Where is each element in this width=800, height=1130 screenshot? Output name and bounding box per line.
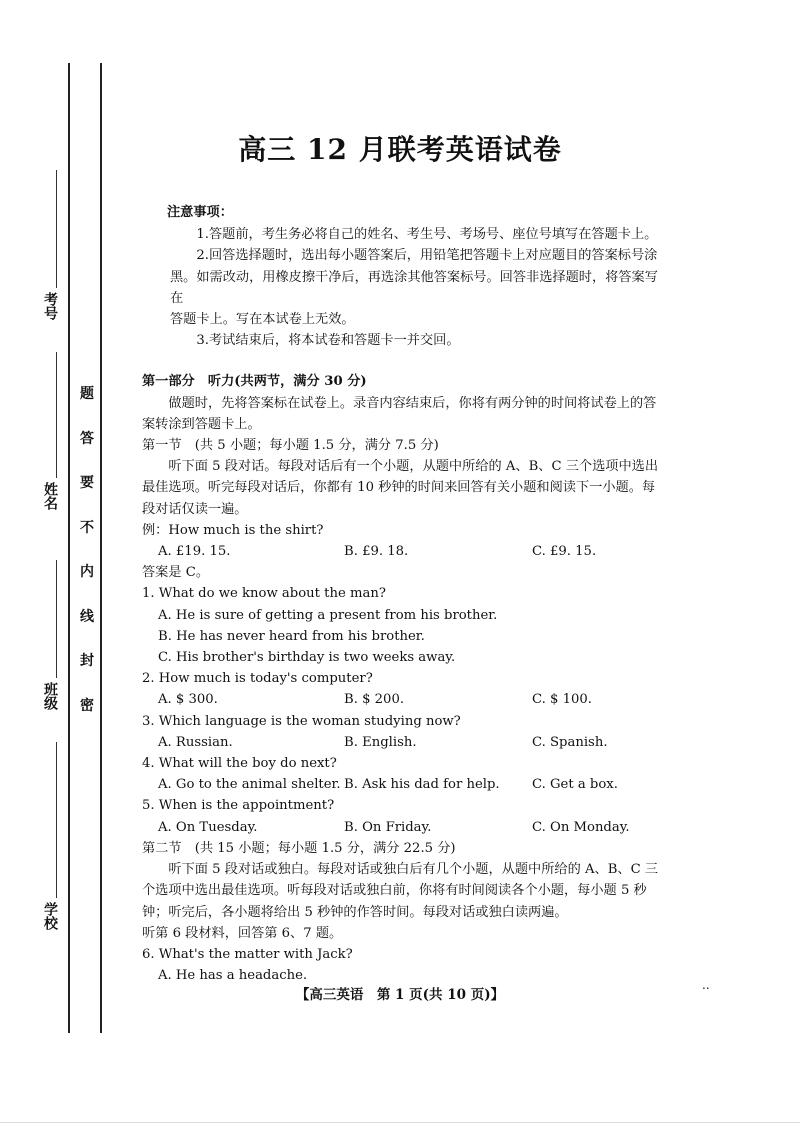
- seal-char: 题: [80, 386, 94, 402]
- section2-instructions: 听下面 5 段对话或独白。每段对话或独白后有几个小题，从题中所给的 A、B、C 三个选项中选出最佳选项。听每段对话或独白前，你将有时间阅读各个小题，每小题 5 秒钟；听完后，各小题将给出 5 秒钟的作答时间。每段对话或独白读两遍。: [142, 862, 659, 920]
- page-footer: 【高三英语 第 1 页(共 10 页)】: [295, 987, 505, 1003]
- question-4-options: [142, 774, 662, 795]
- option-a: A. Go to the animal shelter.: [158, 777, 341, 793]
- side-class-line: [56, 560, 57, 678]
- seal-char: 要: [80, 475, 94, 491]
- section1-heading: 第一节 (共 5 小题；每小题 1.5 分，满分 7.5 分): [142, 438, 439, 454]
- question-2: 2. How much is today's computer?: [142, 671, 373, 687]
- note-line: 1.答题前，考生务必将自己的姓名、考生号、考场号、座位号填写在答题卡上。: [196, 227, 658, 243]
- side-name-label: 姓名: [42, 482, 58, 510]
- note-line: 2.回答选择题时，选出每小题答案后，用铅笔把答题卡上对应题目的答案标号涂: [196, 248, 658, 264]
- note-line: 3.考试结束后，将本试卷和答题卡一并交回。: [196, 333, 460, 349]
- part1-instructions: 做题时，先将答案标在试卷上。录音内容结束后，你将有两分钟的时间将试卷上的答案转涂到答题卡上。: [142, 395, 657, 432]
- question-1: 1. What do we know about the man?: [142, 586, 386, 602]
- question-3-options: [142, 732, 662, 753]
- option-b: B. He has never heard from his brother.: [158, 628, 425, 644]
- example-answer: 答案是 C。: [142, 565, 210, 581]
- question-3: 3. Which language is the woman studying now?: [142, 713, 461, 729]
- option-c: C. On Monday.: [532, 819, 630, 835]
- footer-mark: ..: [702, 978, 710, 992]
- option-b: B. $ 200.: [344, 692, 405, 708]
- side-exam-no-line: [56, 170, 57, 288]
- exam-content: [142, 202, 662, 986]
- part1-heading: 第一部分 听力(共两节，满分 30 分): [142, 374, 367, 390]
- note-line: 答题卡上。写在本试卷上无效。: [170, 312, 355, 328]
- seal-char: 内: [80, 564, 94, 580]
- option-c: C. Spanish.: [532, 734, 608, 750]
- option-c: C. His brother's birthday is two weeks away.: [158, 650, 456, 666]
- option-a: A. On Tuesday.: [158, 819, 258, 835]
- side-school-line: [56, 742, 57, 898]
- side-exam-no-label: 考号: [42, 292, 58, 320]
- material-6-heading: 听第 6 段材料，回答第 6、7 题。: [142, 925, 343, 941]
- example-options: [142, 541, 662, 562]
- option-b: B. Ask his dad for help.: [344, 777, 500, 793]
- option-a: A. £19. 15.: [158, 544, 231, 560]
- option-a: A. Russian.: [158, 734, 233, 750]
- option-c: C. Get a box.: [532, 777, 618, 793]
- seal-char: 答: [80, 431, 94, 447]
- option-b: B. English.: [344, 734, 417, 750]
- question-2-options: [142, 689, 662, 710]
- option-a: A. He is sure of getting a present from his brother.: [158, 607, 498, 623]
- option-b: B. £9. 18.: [344, 544, 409, 560]
- side-name-line: [56, 352, 57, 478]
- question-5-options: [142, 817, 662, 838]
- option-a: A. $ 300.: [158, 692, 218, 708]
- seal-char: 不: [80, 520, 94, 536]
- note-line: 黑。如需改动，用橡皮擦干净后，再选涂其他答案标号。回答非选择题时，将答案写在: [170, 269, 658, 306]
- question-5: 5. When is the appointment?: [142, 798, 335, 814]
- section1-instructions: 听下面 5 段对话。每段对话后有一个小题，从题中所给的 A、B、C 三个选项中选出最佳选项。听完每段对话后，你都有 10 秒钟的时间来回答有关小题和阅读下一小题。每段对话仅读一遍。: [142, 459, 659, 517]
- option-a: A. He has a headache.: [158, 968, 308, 984]
- bottom-rule: [0, 1122, 800, 1123]
- page-title: 高三 12 月联考英语试卷: [238, 133, 562, 166]
- question-4: 4. What will the boy do next?: [142, 756, 337, 772]
- margin-line-outer: [68, 63, 70, 1033]
- side-class-label: 班级: [42, 682, 58, 710]
- option-c: C. $ 100.: [532, 692, 592, 708]
- seal-char: 密: [80, 698, 94, 714]
- seal-char: 线: [80, 609, 94, 625]
- option-b: B. On Friday.: [344, 819, 432, 835]
- margin-line-inner: [100, 63, 102, 1033]
- question-6: 6. What's the matter with Jack?: [142, 946, 353, 962]
- side-school-label: 学校: [42, 902, 58, 930]
- notes-heading: 注意事项：: [167, 205, 233, 220]
- seal-char: 封: [80, 653, 94, 669]
- option-c: C. £9. 15.: [532, 544, 597, 560]
- example-question: 例：How much is the shirt?: [142, 522, 324, 538]
- section2-heading: 第二节 (共 15 小题；每小题 1.5 分，满分 22.5 分): [142, 840, 456, 856]
